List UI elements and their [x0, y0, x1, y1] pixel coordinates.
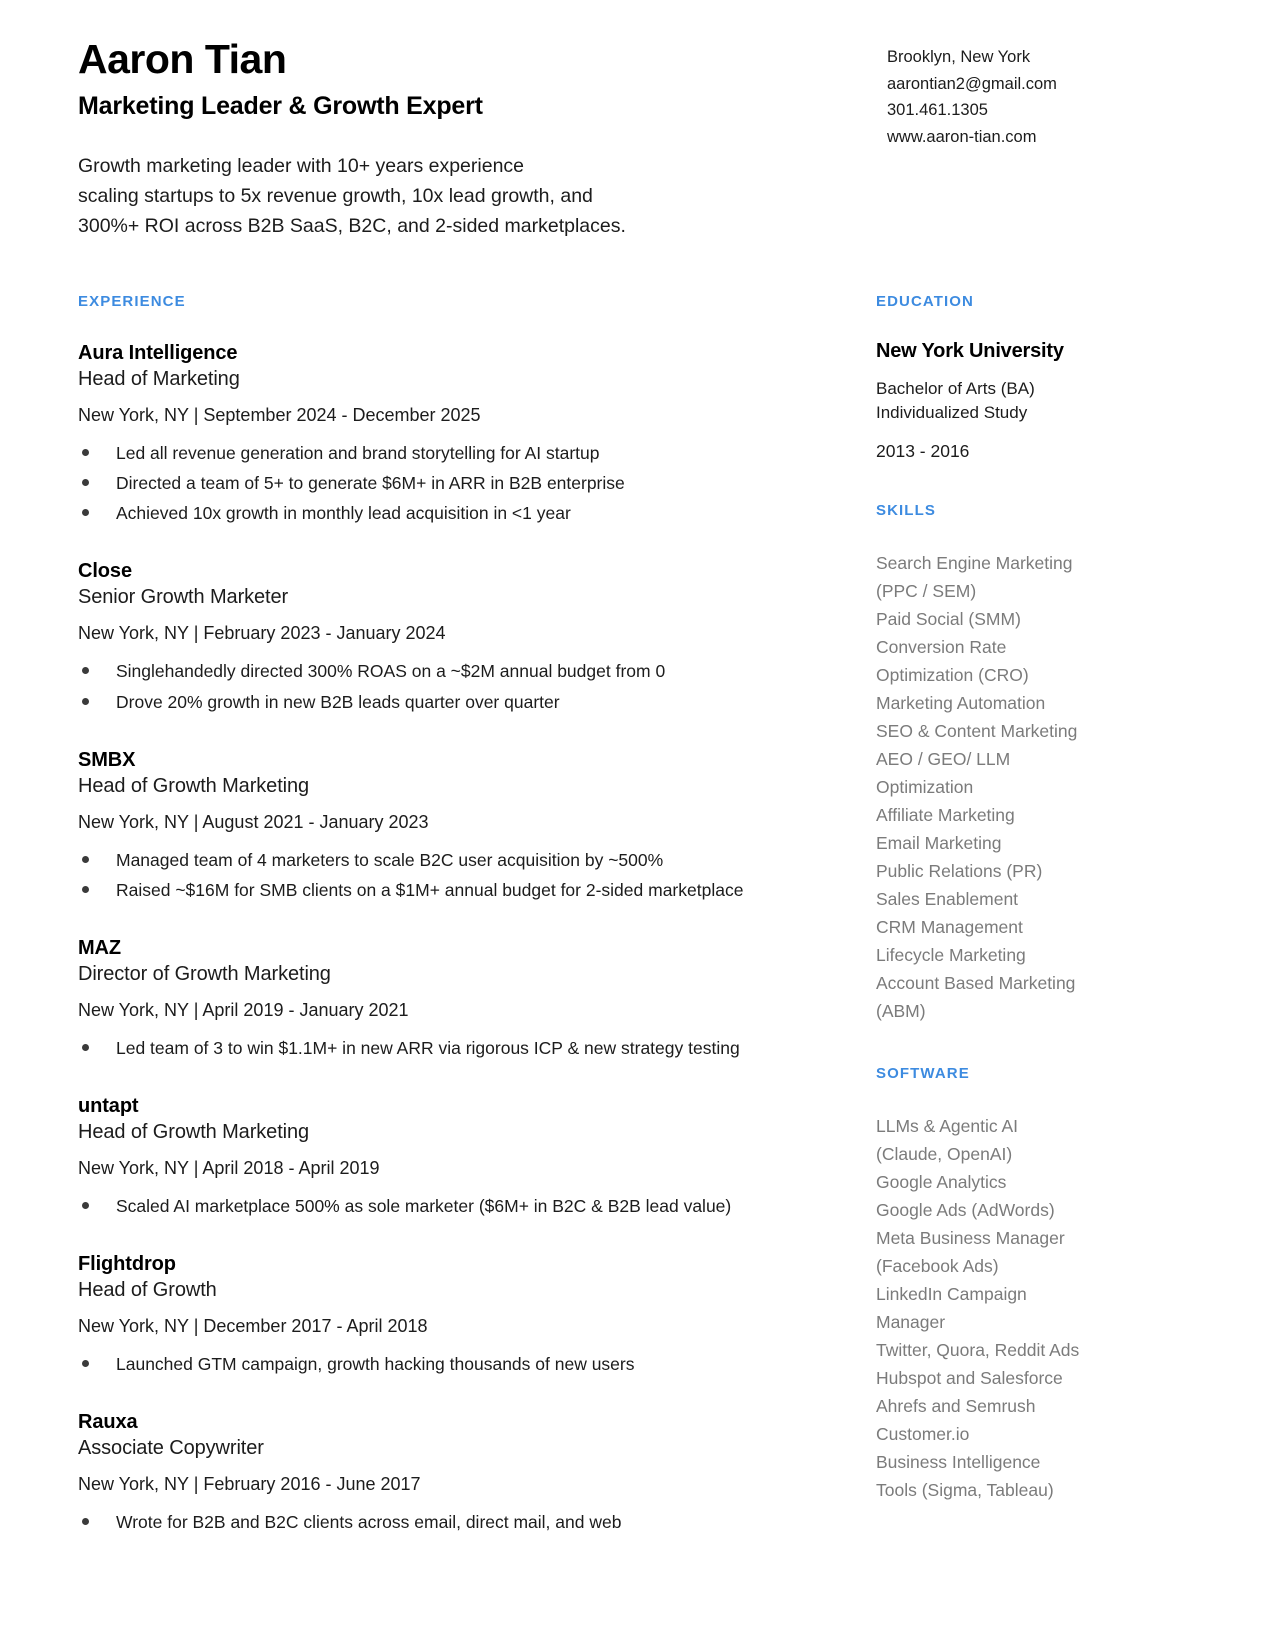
job-meta: New York, NY | April 2018 - April 2019	[78, 1157, 380, 1178]
job-role: Senior Growth Marketer	[78, 586, 289, 609]
software-item: Twitter, Quora, Reddit Ads	[876, 1340, 1080, 1361]
skills-list	[876, 549, 1168, 1025]
candidate-headline: Marketing Leader & Growth Expert	[78, 91, 483, 120]
job-bullets	[78, 1191, 848, 1221]
candidate-summary	[78, 151, 838, 242]
summary-line: scaling startups to 5x revenue growth, 10x lead growth, and	[78, 184, 593, 207]
software-item: Google Ads (AdWords)	[876, 1200, 1055, 1221]
experience-list	[78, 342, 848, 1537]
software-item: (Facebook Ads)	[876, 1256, 999, 1277]
skill-item: Lifecycle Marketing	[876, 945, 1026, 966]
job-entry	[78, 1095, 848, 1221]
skill-item: Optimization	[876, 777, 974, 798]
job-bullets	[78, 845, 848, 905]
job-company: Rauxa	[78, 1411, 138, 1434]
job-bullet: Wrote for B2B and B2C clients across email, direct mail, and web	[78, 1507, 848, 1537]
software-item: Customer.io	[876, 1424, 970, 1445]
software-section	[876, 1065, 1168, 1504]
job-bullet: Singlehandedly directed 300% ROAS on a ~$2M annual budget from 0	[78, 656, 848, 686]
job-role: Associate Copywriter	[78, 1437, 264, 1460]
skill-item: Conversion Rate	[876, 637, 1007, 658]
job-meta: New York, NY | February 2023 - January 2024	[78, 623, 446, 644]
job-bullet: Scaled AI marketplace 500% as sole marketer ($6M+ in B2C & B2B lead value)	[78, 1191, 848, 1221]
education-section	[876, 293, 1168, 462]
job-bullets	[78, 438, 848, 528]
job-meta: New York, NY | September 2024 - December 2025	[78, 405, 481, 426]
job-meta: New York, NY | February 2016 - June 2017	[78, 1474, 421, 1495]
job-role: Head of Marketing	[78, 368, 240, 391]
software-item: Business Intelligence	[876, 1452, 1041, 1473]
summary-line: Growth marketing leader with 10+ years experience	[78, 154, 525, 177]
software-item: Hubspot and Salesforce	[876, 1368, 1063, 1389]
skill-item: AEO / GEO/ LLM	[876, 749, 1011, 770]
job-bullet: Drove 20% growth in new B2B leads quarter over quarter	[78, 687, 848, 717]
job-bullets	[78, 1349, 848, 1379]
skill-item: (PPC / SEM)	[876, 581, 977, 602]
job-bullet: Directed a team of 5+ to generate $6M+ in ARR in B2B enterprise	[78, 468, 848, 498]
degree-line: Individualized Study	[876, 403, 1028, 423]
software-item: LinkedIn Campaign	[876, 1284, 1027, 1305]
degree-info	[876, 377, 1168, 425]
summary-line: 300%+ ROI across B2B SaaS, B2C, and 2-sided marketplaces.	[78, 214, 626, 237]
skill-item: Paid Social (SMM)	[876, 609, 1021, 630]
job-entry	[78, 560, 848, 716]
software-item: Manager	[876, 1312, 946, 1333]
resume-body	[78, 293, 1207, 1544]
skill-item: SEO & Content Marketing	[876, 721, 1078, 742]
resume-header	[78, 36, 1207, 241]
contact-email[interactable]: aarontian2@gmail.com	[887, 74, 1057, 93]
header-identity	[78, 36, 838, 241]
experience-column	[78, 293, 868, 1544]
job-bullet: Achieved 10x growth in monthly lead acquisition in <1 year	[78, 498, 848, 528]
skill-item: Public Relations (PR)	[876, 861, 1043, 882]
job-bullets	[78, 656, 848, 716]
skill-item: Email Marketing	[876, 833, 1002, 854]
skills-section	[876, 502, 1168, 1025]
skill-item: Marketing Automation	[876, 693, 1046, 714]
job-entry	[78, 937, 848, 1063]
job-role: Head of Growth Marketing	[78, 774, 310, 797]
job-entry	[78, 342, 848, 528]
job-role: Head of Growth	[78, 1279, 217, 1302]
job-entry	[78, 1411, 848, 1537]
job-bullet: Led all revenue generation and brand storytelling for AI startup	[78, 438, 848, 468]
skill-item: (ABM)	[876, 1001, 926, 1022]
education-section-title: EDUCATION	[876, 293, 974, 311]
job-role: Head of Growth Marketing	[78, 1120, 310, 1143]
school-name: New York University	[876, 340, 1064, 363]
software-list	[876, 1112, 1168, 1504]
education-years: 2013 - 2016	[876, 441, 970, 462]
software-item: (Claude, OpenAI)	[876, 1144, 1013, 1165]
software-item: Tools (Sigma, Tableau)	[876, 1480, 1054, 1501]
job-meta: New York, NY | April 2019 - January 2021	[78, 999, 409, 1020]
job-entry	[78, 1253, 848, 1379]
job-company: Close	[78, 560, 132, 583]
skill-item: Affiliate Marketing	[876, 805, 1015, 826]
skills-section-title: SKILLS	[876, 502, 936, 520]
contact-phone[interactable]: 301.461.1305	[887, 101, 988, 120]
candidate-name: Aaron Tian	[78, 36, 287, 82]
job-bullet: Raised ~$16M for SMB clients on a $1M+ annual budget for 2-sided marketplace	[78, 875, 848, 905]
job-bullet: Led team of 3 to win $1.1M+ in new ARR via rigorous ICP & new strategy testing	[78, 1033, 848, 1063]
degree-line: Bachelor of Arts (BA)	[876, 379, 1035, 399]
software-item: Ahrefs and Semrush	[876, 1396, 1036, 1417]
skill-item: CRM Management	[876, 917, 1023, 938]
software-item: Meta Business Manager	[876, 1228, 1065, 1249]
job-company: Flightdrop	[78, 1253, 176, 1276]
software-item: Google Analytics	[876, 1172, 1007, 1193]
job-meta: New York, NY | August 2021 - January 2023	[78, 811, 429, 832]
software-section-title: SOFTWARE	[876, 1065, 970, 1083]
contact-block	[887, 36, 1207, 151]
job-bullets	[78, 1507, 848, 1537]
job-role: Director of Growth Marketing	[78, 962, 331, 985]
job-meta: New York, NY | December 2017 - April 2018	[78, 1316, 428, 1337]
skill-item: Optimization (CRO)	[876, 665, 1029, 686]
skill-item: Account Based Marketing	[876, 973, 1076, 994]
job-bullets	[78, 1033, 848, 1063]
contact-website[interactable]: www.aaron-tian.com	[887, 128, 1037, 147]
job-bullet: Managed team of 4 marketers to scale B2C user acquisition by ~500%	[78, 845, 848, 875]
contact-location: Brooklyn, New York	[887, 48, 1031, 66]
skill-item: Search Engine Marketing	[876, 553, 1073, 574]
job-bullet: Launched GTM campaign, growth hacking thousands of new users	[78, 1349, 848, 1379]
software-item: LLMs & Agentic AI	[876, 1116, 1019, 1137]
job-company: untapt	[78, 1094, 139, 1117]
job-entry	[78, 749, 848, 905]
experience-section-title: EXPERIENCE	[78, 293, 186, 311]
skill-item: Sales Enablement	[876, 889, 1019, 910]
job-company: SMBX	[78, 748, 136, 771]
job-company: Aura Intelligence	[78, 342, 238, 365]
job-company: MAZ	[78, 936, 122, 959]
sidebar-column	[868, 293, 1168, 1544]
